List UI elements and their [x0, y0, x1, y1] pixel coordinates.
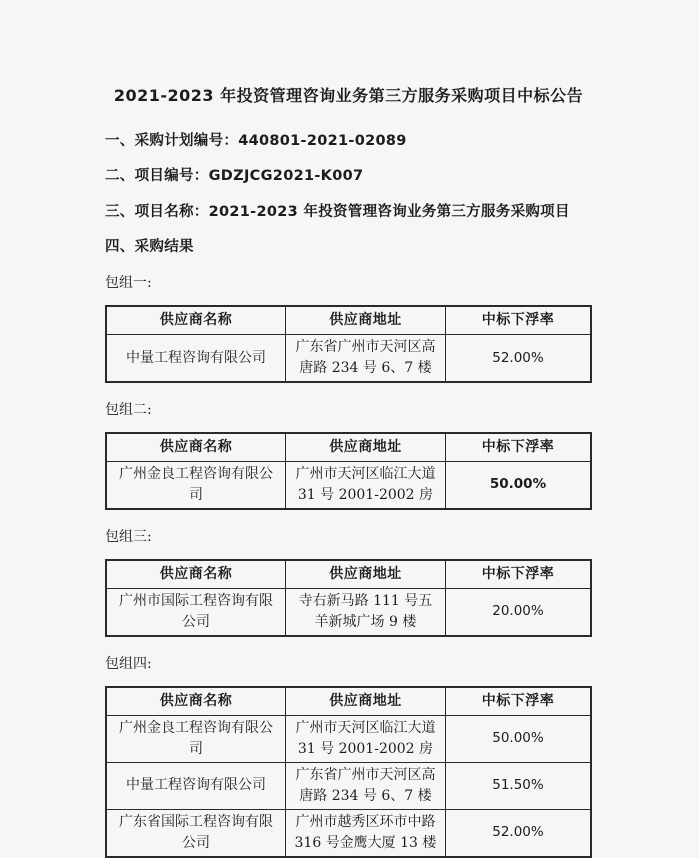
result-heading [105, 239, 592, 256]
supplier-address-cell: 广东省广州市天河区高唐路 234 号 6、7 楼 [285, 762, 445, 809]
supplier-address-header: 供应商地址 [285, 560, 445, 589]
winning-rate-cell: 51.50% [445, 762, 591, 809]
winning-rate-header: 中标下浮率 [445, 433, 591, 462]
table-row [106, 762, 591, 809]
table-row [106, 809, 591, 857]
supplier-name-header: 供应商名称 [106, 306, 285, 335]
supplier-name-header: 供应商名称 [106, 560, 285, 589]
supplier-name-header: 供应商名称 [106, 687, 285, 716]
table-header-row [106, 687, 591, 716]
supplier-name-cell: 广州市国际工程咨询有限公司 [106, 588, 285, 636]
plan-number-heading [105, 133, 592, 150]
table-header-row [106, 560, 591, 589]
project-name-value: 2021-2023 年投资管理咨询业务第三方服务采购项目 [208, 203, 570, 220]
group-2-label: 包组二: [105, 402, 152, 419]
project-number-value: GDZJCG2021-K007 [208, 168, 364, 185]
table-row [106, 715, 591, 762]
group-2-table [105, 432, 592, 510]
project-number-label: 二、项目编号： [105, 168, 209, 185]
group-3-label: 包组三: [105, 528, 152, 545]
supplier-address-header: 供应商地址 [285, 687, 445, 716]
supplier-name-cell: 广东省国际工程咨询有限公司 [106, 809, 285, 857]
group-1-table [105, 305, 592, 383]
supplier-name-cell: 广州金良工程咨询有限公司 [106, 715, 285, 762]
supplier-address-cell: 寺右新马路 111 号五羊新城广场 9 楼 [285, 588, 445, 636]
winning-rate-cell: 52.00% [445, 335, 591, 383]
group-1-label: 包组一: [105, 275, 152, 292]
winning-rate-cell: 50.00% [445, 461, 591, 509]
supplier-name-header: 供应商名称 [106, 433, 285, 462]
project-number-heading [105, 168, 592, 185]
page-title: 2021-2023 年投资管理咨询业务第三方服务采购项目中标公告 [113, 86, 584, 105]
winning-rate-header: 中标下浮率 [445, 560, 591, 589]
project-name-label: 三、项目名称： [105, 203, 209, 220]
result-heading-label: 四、采购结果 [105, 238, 194, 255]
supplier-address-cell: 广州市越秀区环市中路 316 号金鹰大厦 13 楼 [285, 809, 445, 857]
table-row [106, 461, 591, 509]
project-name-heading [105, 204, 592, 221]
table-header-row [106, 306, 591, 335]
winning-rate-header: 中标下浮率 [445, 687, 591, 716]
table-header-row [106, 433, 591, 462]
plan-number-label: 一、采购计划编号： [105, 132, 239, 149]
supplier-address-cell: 广州市天河区临江大道 31 号 2001-2002 房 [285, 461, 445, 509]
table-row [106, 335, 591, 383]
supplier-name-cell: 中量工程咨询有限公司 [106, 335, 285, 383]
supplier-address-header: 供应商地址 [285, 306, 445, 335]
plan-number-value: 440801-2021-02089 [238, 132, 407, 149]
table-row [106, 588, 591, 636]
supplier-name-cell: 广州金良工程咨询有限公司 [106, 461, 285, 509]
supplier-address-header: 供应商地址 [285, 433, 445, 462]
winning-rate-header: 中标下浮率 [445, 306, 591, 335]
supplier-name-cell: 中量工程咨询有限公司 [106, 762, 285, 809]
supplier-address-cell: 广州市天河区临江大道 31 号 2001-2002 房 [285, 715, 445, 762]
supplier-address-cell: 广东省广州市天河区高唐路 234 号 6、7 楼 [285, 335, 445, 383]
group-4-table [105, 686, 592, 858]
winning-rate-cell: 20.00% [445, 588, 591, 636]
group-4-label: 包组四: [105, 655, 152, 672]
winning-rate-cell: 52.00% [445, 809, 591, 857]
winning-rate-cell: 50.00% [445, 715, 591, 762]
group-3-table [105, 559, 592, 637]
